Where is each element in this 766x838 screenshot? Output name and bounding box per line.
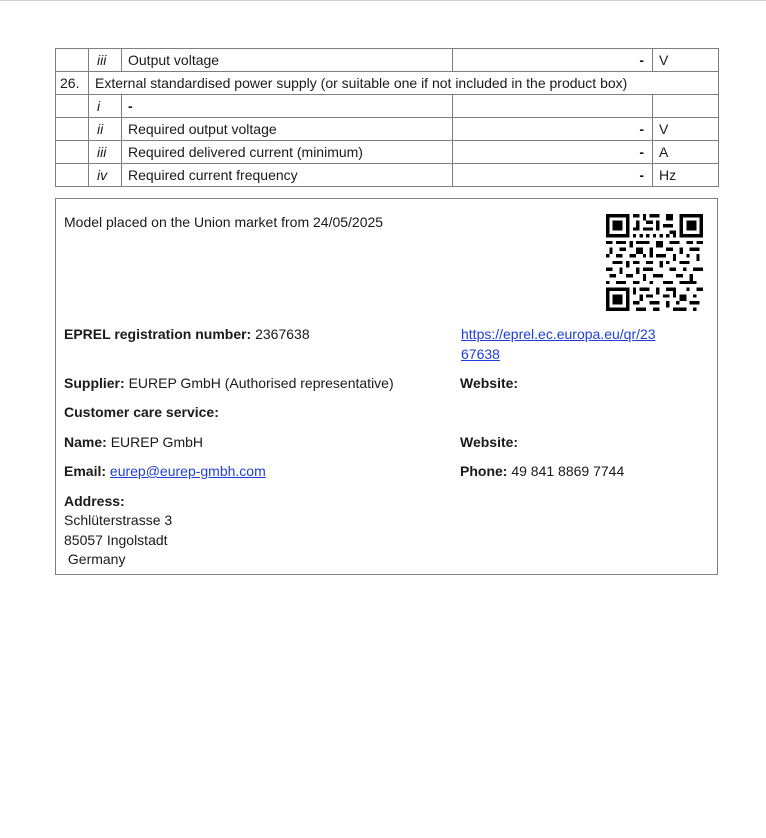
table-row	[56, 49, 719, 72]
row-unit: V	[653, 49, 719, 72]
row-value: -	[453, 164, 653, 187]
empty-cell	[56, 164, 89, 187]
section-row-26	[56, 72, 719, 95]
eprel-link-line2[interactable]: 67638	[461, 346, 500, 362]
row-value: -	[453, 49, 653, 72]
empty-cell	[56, 95, 89, 118]
email-row	[64, 461, 266, 481]
row-unit	[653, 95, 719, 118]
row-label: Required delivered current (minimum)	[122, 141, 453, 164]
product-info-box	[55, 198, 718, 575]
row-value	[453, 95, 653, 118]
address-line2: 85057 Ingolstadt	[64, 532, 168, 548]
phone-row	[460, 461, 624, 481]
section-title: External standardised power supply (or suitable one if not included in the product box)	[89, 72, 719, 95]
row-index: iii	[89, 141, 122, 164]
name-label: Name:	[64, 434, 107, 450]
eprel-link[interactable]	[461, 324, 656, 364]
qr-code-icon[interactable]	[606, 214, 703, 311]
eprel-label: EPREL registration number:	[64, 326, 252, 342]
table-row	[56, 141, 719, 164]
customer-care-label: Customer care service:	[64, 404, 219, 420]
row-index: iv	[89, 164, 122, 187]
row-label: Output voltage	[122, 49, 453, 72]
row-label: Required output voltage	[122, 118, 453, 141]
empty-cell	[56, 141, 89, 164]
website-label: Website:	[460, 375, 519, 391]
model-placed-text: Model placed on the Union market from 24/05/2025	[64, 214, 384, 230]
row-label: Required current frequency	[122, 164, 453, 187]
eprel-number: 2367638	[255, 326, 310, 342]
eprel-row	[64, 324, 310, 344]
row-value: -	[453, 118, 653, 141]
eprel-link-line1[interactable]: https://eprel.ec.europa.eu/qr/23	[461, 326, 656, 342]
page-top-rule	[0, 0, 766, 1]
empty-cell	[56, 49, 89, 72]
name-row	[64, 432, 203, 452]
table-row	[56, 118, 719, 141]
row-unit: Hz	[653, 164, 719, 187]
spec-table	[55, 48, 719, 187]
address-line3: Germany	[64, 551, 126, 567]
row-label: -	[122, 95, 453, 118]
row-index: ii	[89, 118, 122, 141]
row-unit: A	[653, 141, 719, 164]
supplier-value: EUREP GmbH (Authorised representative)	[128, 375, 394, 391]
email-link[interactable]: eurep@eurep-gmbh.com	[109, 463, 266, 479]
supplier-row	[64, 373, 394, 393]
row-value: -	[453, 141, 653, 164]
website-label-2: Website:	[460, 434, 519, 450]
address-label: Address:	[64, 493, 125, 509]
row-unit: V	[653, 118, 719, 141]
section-number: 26.	[56, 72, 89, 95]
table-row	[56, 164, 719, 187]
empty-cell	[56, 118, 89, 141]
supplier-label: Supplier:	[64, 375, 125, 391]
table-row	[56, 95, 719, 118]
phone-value: 49 841 8869 7744	[511, 463, 625, 479]
address-line1: Schlüterstrasse 3	[64, 512, 173, 528]
row-index: iii	[89, 49, 122, 72]
row-index: i	[89, 95, 122, 118]
email-label: Email:	[64, 463, 107, 479]
phone-label: Phone:	[460, 463, 508, 479]
name-value: EUREP GmbH	[110, 434, 204, 450]
